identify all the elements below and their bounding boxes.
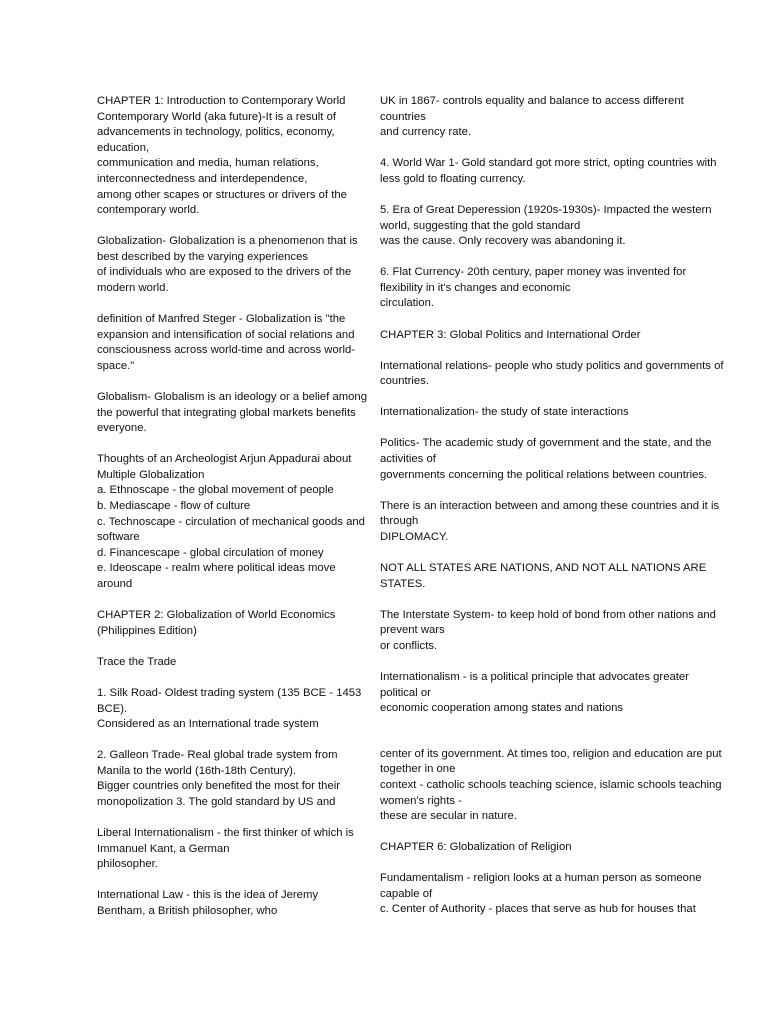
secular-education-paragraph: center of its government. At times too, religion and education are put together in one context - catholic schools teaching science, islamic schools teaching women's rights - these are secular in nature. [380,747,722,823]
left-column [97,94,369,920]
globalization-paragraph: Globalization- Globalization is a phenomenon that is best described by the varying experiences of individuals who are exposed to the drivers of the modern world. [97,235,358,295]
ww1-paragraph: 4. World War 1- Gold standard got more strict, opting countries with less gold to floating currency. [380,157,717,185]
chapter1-intro-paragraph: CHAPTER 1: Introduction to Contemporary World Contemporary World (aka future)-It is a result of advancements in technology, politics, economy, education, communication and media, human relations, interconnectedness and interdependence, among other scapes or structures or drivers of the contemporary world. [97,95,347,217]
liberal-internationalism-paragraph: Liberal Internationalism - the first thinker of which is Immanuel Kant, a German philosopher. [97,827,354,871]
flat-currency-paragraph: 6. Flat Currency- 20th century, paper money was invented for flexibility in it's changes and economic circulation. [380,266,687,310]
chapter3-heading: CHAPTER 3: Global Politics and International Order [380,328,641,341]
column-gap [380,717,725,747]
international-relations-paragraph: International relations- people who study politics and governments of countries. [380,359,724,388]
states-nations-paragraph: NOT ALL STATES ARE NATIONS, AND NOT ALL NATIONS ARE STATES. [380,561,707,590]
international-law-paragraph: International Law - this is the idea of Jeremy Bentham, a British philosopher, who [97,889,319,917]
great-depression-paragraph: 5. Era of Great Deperession (1920s-1930s)- Impacted the western world, suggesting that the gold standard was the cause. Only recovery was abandoning it. [380,203,712,248]
internationalism-paragraph: Internationalism - is a political principle that advocates greater political or economic cooperation among states and nations [380,670,689,715]
uk-1867-paragraph: UK in 1867- controls equality and balance to access different countries and currency rate. [380,95,684,139]
internationalization-paragraph: Internationalization- the study of state interactions [380,406,629,419]
fundamentalism-paragraph: Fundamentalism - religion looks at a human person as someone capable of c. Center of Authority - places that serve as hub for houses that [380,872,702,916]
interstate-system-paragraph: The Interstate System- to keep hold of bond from other nations and prevent wars or conflicts. [380,608,716,652]
diplomacy-paragraph: There is an interaction between and among these countries and it is through DIPLOMACY. [380,499,720,543]
trace-trade-heading: Trace the Trade [97,655,177,668]
appadurai-paragraph: Thoughts of an Archeologist Arjun Appadurai about Multiple Globalization a. Ethnoscape - the global movement of people b. Mediascape - flow of culture c. Technoscape - circulation of mechanical goods and software d. Financescape - global circulation of money e. Ideoscape - realm where political ideas move around [97,453,365,591]
galleon-trade-paragraph: 2. Galleon Trade- Real global trade system from Manila to the world (16th-18th Century). Bigger countries only benefited the most for their monopolization 3. The gold standard by US and [97,749,341,808]
silk-road-paragraph: 1. Silk Road- Oldest trading system (135 BCE - 1453 BCE). Considered as an International trade system [97,686,362,731]
steger-definition-paragraph: definition of Manfred Steger - Globalization is "the expansion and intensification of social relations and consciousness across world-time and across world-space." [97,313,356,372]
right-column [380,94,725,918]
globalism-paragraph: Globalism- Globalism is an ideology or a belief among the powerful that integrating global markets benefits everyone. [97,391,368,435]
politics-paragraph: Politics- The academic study of government and the state, and the activities of governments concerning the political relations between countries. [380,437,712,481]
chapter2-heading: CHAPTER 2: Globalization of World Economics (Philippines Edition) [97,609,336,637]
chapter6-heading: CHAPTER 6: Globalization of Religion [380,841,572,854]
